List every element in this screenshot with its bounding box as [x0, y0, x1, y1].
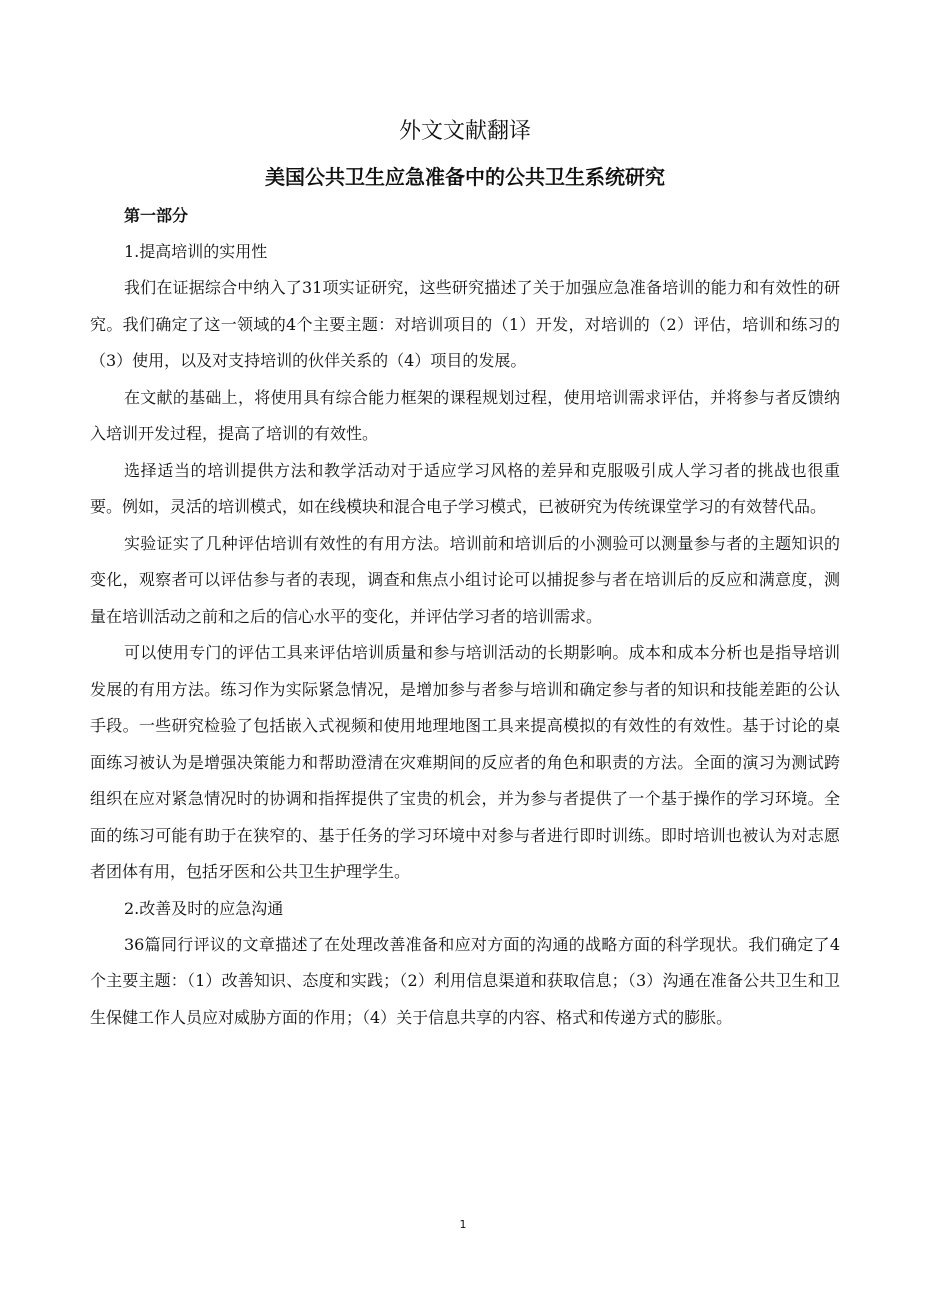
paragraph: 我们在证据综合中纳入了31项实证研究，这些研究描述了关于加强应急准备培训的能力和有效性的研究。我们确定了这一领域的4个主要主题：对培训项目的（1）开发，对培训的（2）评估，培训和练习的（3）使用，以及对支持培训的伙伴关系的（4）项目的发展。	[90, 278, 840, 370]
section-1-heading: 1.提高培训的实用性	[124, 242, 268, 261]
paragraph: 选择适当的培训提供方法和教学活动对于适应学习风格的差异和克服吸引成人学习者的挑战也很重要。例如，灵活的培训模式，如在线模块和混合电子学习模式，已被研究为传统课堂学习的有效替代品。	[90, 460, 840, 516]
page-number: 1	[459, 1218, 467, 1231]
section-1	[90, 234, 840, 891]
paragraph: 在文献的基础上，将使用具有综合能力框架的课程规划过程，使用培训需求评估，并将参与者反馈纳入培训开发过程，提高了培训的有效性。	[90, 387, 840, 443]
section-2	[90, 891, 840, 1037]
document-body	[90, 112, 840, 1036]
section-heading: 第一部分	[124, 206, 189, 225]
paragraph: 实验证实了几种评估培训有效性的有用方法。培训前和培训后的小测验可以测量参与者的主题知识的变化，观察者可以评估参与者的表现，调查和焦点小组讨论可以捕捉参与者在培训后的反应和满意度，测量在培训活动之前和之后的信心水平的变化，并评估学习者的培训需求。	[90, 533, 840, 626]
paragraph: 36篇同行评议的文章描述了在处理改善准备和应对方面的沟通的战略方面的科学现状。我们确定了4个主要主题：（1）改善知识、态度和实践；（2）利用信息渠道和获取信息；（3）沟通在准备公共卫生和卫生保健工作人员应对威胁方面的作用；（4）关于信息共享的内容、格式和传递方式的膨胀。	[90, 934, 840, 1027]
paragraph: 可以使用专门的评估工具来评估培训质量和参与培训活动的长期影响。成本和成本分析也是指导培训发展的有用方法。练习作为实际紧急情况，是增加参与者参与培训和确定参与者的知识和技能差距的公认手段。一些研究检验了包括嵌入式视频和使用地理地图工具来提高模拟的有效性的有效性。基于讨论的桌面练习被认为是增强决策能力和帮助澄清在灾难期间的反应者的角色和职责的方法。全面的演习为测试跨组织在应对紧急情况时的协调和指挥提供了宝贵的机会，并为参与者提供了一个基于操作的学习环境。全面的练习可能有助于在狭窄的、基于任务的学习环境中对参与者进行即时训练。即时培训也被认为对志愿者团体有用，包括牙医和公共卫生护理学生。	[90, 643, 840, 881]
document-subtitle: 美国公共卫生应急准备中的公共卫生系统研究	[265, 165, 665, 189]
section-2-heading: 2.改善及时的应急沟通	[124, 898, 284, 918]
document-title: 外文文献翻译	[398, 119, 531, 144]
